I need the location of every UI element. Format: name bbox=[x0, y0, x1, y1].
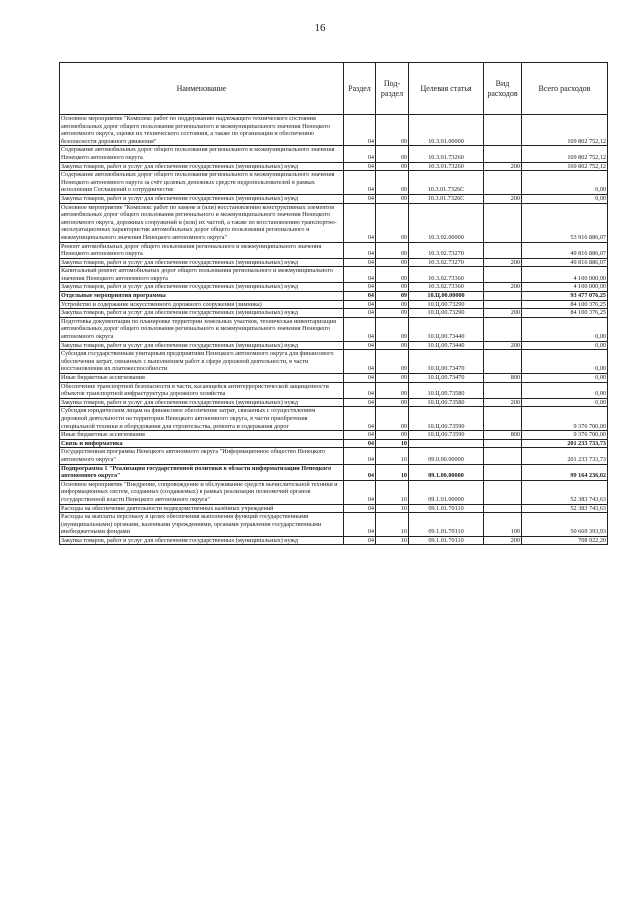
cell-total: 9 376 700,00 bbox=[522, 431, 608, 440]
cell-subsection: 09 bbox=[376, 242, 409, 258]
cell-name: Закупка товаров, работ и услуг для обеспечения государственных (муниципальных) нужд bbox=[60, 398, 344, 407]
cell-total: 49 816 886,07 bbox=[522, 258, 608, 267]
cell-total: 0,00 bbox=[522, 374, 608, 383]
cell-kind bbox=[484, 115, 522, 146]
cell-name: Закупка товаров, работ и услуг для обеспечения государственных (муниципальных) нужд bbox=[60, 309, 344, 318]
cell-total: 49 816 886,07 bbox=[522, 242, 608, 258]
cell-name: Подготовка документации по планировке территории земельных участков, техническая инвентаризация автомобильных дорог общего пользования регионального и межмуниципального значения Ненецкого автономного округа bbox=[60, 317, 344, 341]
cell-kind bbox=[484, 203, 522, 242]
cell-target: 10.3.02.73270 bbox=[409, 258, 484, 267]
cell-target: 10.Ц.00.73580 bbox=[409, 382, 484, 398]
budget-table bbox=[59, 62, 608, 545]
cell-total: 169 802 752,12 bbox=[522, 162, 608, 171]
cell-target: 09.0.00.00000 bbox=[409, 448, 484, 464]
cell-total: 708 922,20 bbox=[522, 536, 608, 545]
cell-total: 93 477 076,25 bbox=[522, 292, 608, 301]
cell-section: 04 bbox=[344, 115, 376, 146]
cell-kind: 100 bbox=[484, 513, 522, 537]
table-row bbox=[60, 267, 608, 283]
table-row bbox=[60, 300, 608, 309]
cell-total: 169 802 752,12 bbox=[522, 146, 608, 162]
cell-target: 10.3.01.7326С bbox=[409, 194, 484, 203]
cell-name: Субсидия государственным унитарным предприятиям Ненецкого автономного округа для финансового обеспечения затрат, связанных с выполнением работ в сфере дорожной деятельности, в части восстановления их платежеспособности bbox=[60, 350, 344, 374]
table-row bbox=[60, 317, 608, 341]
cell-section: 04 bbox=[344, 300, 376, 309]
cell-target: 10.3.01.73260 bbox=[409, 146, 484, 162]
cell-name: Содержание автомобильных дорог общего пользования регионального и межмуниципального значения Ненецкого автономного округа bbox=[60, 146, 344, 162]
table-row bbox=[60, 431, 608, 440]
cell-total: 169 802 752,12 bbox=[522, 115, 608, 146]
cell-section: 04 bbox=[344, 504, 376, 513]
cell-target: 10.Ц.00.73590 bbox=[409, 431, 484, 440]
cell-kind bbox=[484, 267, 522, 283]
cell-total: 0,00 bbox=[522, 382, 608, 398]
cell-name: Расходы на выплаты персоналу в целях обеспечения выполнения функций государственными (муниципальными) органами, казенными учреждениями, органами управления государственными внебюджетными фондами bbox=[60, 513, 344, 537]
table-body bbox=[60, 115, 608, 545]
cell-target: 10.Ц.00.73440 bbox=[409, 341, 484, 350]
cell-subsection: 09 bbox=[376, 258, 409, 267]
cell-kind: 200 bbox=[484, 258, 522, 267]
cell-name: Отдельные мероприятия программы bbox=[60, 292, 344, 301]
table-row bbox=[60, 513, 608, 537]
cell-kind bbox=[484, 448, 522, 464]
cell-subsection: 10 bbox=[376, 448, 409, 464]
cell-kind: 200 bbox=[484, 536, 522, 545]
cell-target: 10.Ц.00.73470 bbox=[409, 350, 484, 374]
cell-total: 0,00 bbox=[522, 341, 608, 350]
cell-target: 10.Ц.00.73290 bbox=[409, 300, 484, 309]
cell-name: Закупка товаров, работ и услуг для обеспечения государственных (муниципальных) нужд bbox=[60, 536, 344, 545]
cell-kind bbox=[484, 350, 522, 374]
cell-kind bbox=[484, 292, 522, 301]
cell-target bbox=[409, 439, 484, 448]
cell-subsection: 10 bbox=[376, 464, 409, 480]
table-row bbox=[60, 341, 608, 350]
cell-subsection: 09 bbox=[376, 171, 409, 195]
cell-kind: 200 bbox=[484, 398, 522, 407]
cell-kind bbox=[484, 480, 522, 504]
cell-section: 04 bbox=[344, 398, 376, 407]
table-row bbox=[60, 480, 608, 504]
cell-kind: 800 bbox=[484, 374, 522, 383]
cell-name: Государственная программа Ненецкого автономного округа "Информационное общество Ненецкого автономного округа" bbox=[60, 448, 344, 464]
cell-section: 04 bbox=[344, 536, 376, 545]
cell-target: 10.3.02.73270 bbox=[409, 242, 484, 258]
cell-section: 04 bbox=[344, 283, 376, 292]
cell-kind: 200 bbox=[484, 162, 522, 171]
cell-section: 04 bbox=[344, 146, 376, 162]
cell-subsection: 10 bbox=[376, 536, 409, 545]
cell-target: 09.1.01.00000 bbox=[409, 480, 484, 504]
cell-subsection: 09 bbox=[376, 283, 409, 292]
cell-subsection: 09 bbox=[376, 115, 409, 146]
cell-section: 04 bbox=[344, 162, 376, 171]
table-row bbox=[60, 146, 608, 162]
cell-name: Закупка товаров, работ и услуг для обеспечения государственных (муниципальных) нужд bbox=[60, 194, 344, 203]
cell-target: 10.3.01.73260 bbox=[409, 162, 484, 171]
table-row bbox=[60, 115, 608, 146]
cell-target: 09.1.01.70110 bbox=[409, 504, 484, 513]
cell-name: Закупка товаров, работ и услуг для обеспечения государственных (муниципальных) нужд bbox=[60, 341, 344, 350]
cell-kind bbox=[484, 504, 522, 513]
cell-section: 04 bbox=[344, 431, 376, 440]
cell-total: 0,00 bbox=[522, 350, 608, 374]
cell-kind bbox=[484, 242, 522, 258]
cell-target: 10.Ц.00.73580 bbox=[409, 398, 484, 407]
cell-kind: 800 bbox=[484, 431, 522, 440]
cell-kind: 200 bbox=[484, 194, 522, 203]
cell-subsection: 10 bbox=[376, 504, 409, 513]
cell-name: Содержание автомобильных дорог общего пользования регионального и межмуниципального значения Ненецкого автономного округа за счёт целевых денежных средств недропользователей в рамках исполнения Соглашений о сотрудничестве bbox=[60, 171, 344, 195]
cell-kind bbox=[484, 407, 522, 431]
cell-subsection: 09 bbox=[376, 194, 409, 203]
cell-target: 10.3.01.00000 bbox=[409, 115, 484, 146]
cell-subsection: 09 bbox=[376, 382, 409, 398]
cell-subsection: 09 bbox=[376, 146, 409, 162]
cell-target: 10.3.02.00000 bbox=[409, 203, 484, 242]
table-row bbox=[60, 536, 608, 545]
cell-name: Основное мероприятие "Комплекс работ по замене и (или) восстановлению конструктивных элементов автомобильных дорог общего пользования регионального и межмуниципального значения Ненецкого автономного округа, дорожных сооружений и (или) их частей, а также по восстановлению транспортно-эксплуатационных характеристик автомобильных дорог общего пользования регионального и межмуниципального значения Ненецкого автономного округа" bbox=[60, 203, 344, 242]
table-row bbox=[60, 258, 608, 267]
cell-kind bbox=[484, 300, 522, 309]
cell-target: 10.3.02.73360 bbox=[409, 283, 484, 292]
table-row bbox=[60, 398, 608, 407]
table-row bbox=[60, 448, 608, 464]
cell-subsection: 10 bbox=[376, 439, 409, 448]
cell-subsection: 09 bbox=[376, 203, 409, 242]
cell-total: 9 376 700,00 bbox=[522, 407, 608, 431]
cell-kind: 200 bbox=[484, 283, 522, 292]
cell-name: Связь и информатика bbox=[60, 439, 344, 448]
table-row bbox=[60, 194, 608, 203]
cell-section: 04 bbox=[344, 203, 376, 242]
cell-total: 0,00 bbox=[522, 171, 608, 195]
cell-subsection: 10 bbox=[376, 513, 409, 537]
cell-subsection: 09 bbox=[376, 267, 409, 283]
cell-subsection: 09 bbox=[376, 317, 409, 341]
table-row bbox=[60, 309, 608, 318]
table-row bbox=[60, 350, 608, 374]
cell-section: 04 bbox=[344, 513, 376, 537]
table-row bbox=[60, 464, 608, 480]
cell-section: 04 bbox=[344, 267, 376, 283]
cell-section: 04 bbox=[344, 341, 376, 350]
cell-subsection: 09 bbox=[376, 292, 409, 301]
cell-name: Ремонт автомобильных дорог общего пользования регионального и межмуниципального значения Ненецкого автономного округа bbox=[60, 242, 344, 258]
header-total: Всего расходов bbox=[522, 63, 608, 115]
cell-total: 4 100 000,00 bbox=[522, 267, 608, 283]
cell-total: 52 383 743,63 bbox=[522, 480, 608, 504]
cell-total: 0,00 bbox=[522, 194, 608, 203]
cell-total: 201 233 733,73 bbox=[522, 439, 608, 448]
cell-name: Обеспечение транспортной безопасности в части, касающейся антитеррористической защищенности объектов транспортной инфраструктуры дорожного хозяйства bbox=[60, 382, 344, 398]
cell-total: 0,00 bbox=[522, 398, 608, 407]
cell-target: 09.1.00.00000 bbox=[409, 464, 484, 480]
cell-subsection: 10 bbox=[376, 480, 409, 504]
table-row bbox=[60, 292, 608, 301]
cell-subsection: 09 bbox=[376, 431, 409, 440]
cell-kind bbox=[484, 439, 522, 448]
cell-section: 04 bbox=[344, 374, 376, 383]
header-section: Раздел bbox=[344, 63, 376, 115]
cell-name: Основное мероприятие "Комплекс работ по поддержанию надлежащего технического состояния автомобильных дорог общего пользования регионального и межмуниципального значения Ненецкого автономного округа, оценке их технического состояния, а также по организации и обеспечению безопасности дорожного движения" bbox=[60, 115, 344, 146]
cell-section: 04 bbox=[344, 382, 376, 398]
cell-total: 53 916 886,07 bbox=[522, 203, 608, 242]
table-row bbox=[60, 242, 608, 258]
cell-target: 09.1.01.70110 bbox=[409, 536, 484, 545]
cell-subsection: 09 bbox=[376, 309, 409, 318]
cell-total: 52 383 743,63 bbox=[522, 504, 608, 513]
cell-name: Устройство и содержание искусственного дорожного сооружения (зимника) bbox=[60, 300, 344, 309]
cell-section: 04 bbox=[344, 439, 376, 448]
cell-target: 10.Ц.00.73290 bbox=[409, 309, 484, 318]
table-row bbox=[60, 439, 608, 448]
header-target: Целевая статья bbox=[409, 63, 484, 115]
cell-section: 04 bbox=[344, 309, 376, 318]
cell-total: 0,00 bbox=[522, 317, 608, 341]
cell-section: 04 bbox=[344, 448, 376, 464]
table-row bbox=[60, 374, 608, 383]
cell-total: 84 100 376,25 bbox=[522, 309, 608, 318]
header-name: Наименование bbox=[60, 63, 344, 115]
cell-subsection: 09 bbox=[376, 162, 409, 171]
cell-section: 04 bbox=[344, 292, 376, 301]
table-header-row bbox=[60, 63, 608, 115]
table-row bbox=[60, 407, 608, 431]
cell-target: 09.1.01.70110 bbox=[409, 513, 484, 537]
cell-subsection: 09 bbox=[376, 350, 409, 374]
table-row bbox=[60, 382, 608, 398]
cell-section: 04 bbox=[344, 480, 376, 504]
cell-name: Субсидия юридическим лицам на финансовое обеспечение затрат, связанных с осуществлением дорожной деятельности на территории Ненецкого автономного округа, в части приобретения специальной техники и оборудования для строительства, ремонта и содержания дорог bbox=[60, 407, 344, 431]
cell-kind bbox=[484, 146, 522, 162]
cell-section: 04 bbox=[344, 242, 376, 258]
header-kind: Вид расходов bbox=[484, 63, 522, 115]
cell-name: Иные бюджетные ассигнования bbox=[60, 374, 344, 383]
cell-target: 10.3.01.7326С bbox=[409, 171, 484, 195]
cell-name: Иные бюджетные ассигнования bbox=[60, 431, 344, 440]
cell-total: 84 100 376,25 bbox=[522, 300, 608, 309]
page-number: 16 bbox=[314, 22, 326, 34]
cell-section: 04 bbox=[344, 350, 376, 374]
cell-target: 10.Ц.00.00000 bbox=[409, 292, 484, 301]
cell-subsection: 09 bbox=[376, 374, 409, 383]
cell-total: 4 100 000,00 bbox=[522, 283, 608, 292]
cell-name: Расходы на обеспечение деятельности подведомственных казённых учреждений bbox=[60, 504, 344, 513]
cell-section: 04 bbox=[344, 317, 376, 341]
cell-subsection: 09 bbox=[376, 341, 409, 350]
cell-target: 10.3.02.73360 bbox=[409, 267, 484, 283]
cell-target: 10.Ц.00.73590 bbox=[409, 407, 484, 431]
cell-kind bbox=[484, 382, 522, 398]
table-row bbox=[60, 171, 608, 195]
cell-section: 04 bbox=[344, 464, 376, 480]
cell-total: 99 164 236,02 bbox=[522, 464, 608, 480]
table-row bbox=[60, 203, 608, 242]
cell-section: 04 bbox=[344, 194, 376, 203]
cell-kind bbox=[484, 317, 522, 341]
cell-total: 201 233 733,73 bbox=[522, 448, 608, 464]
cell-subsection: 09 bbox=[376, 300, 409, 309]
cell-kind: 200 bbox=[484, 341, 522, 350]
cell-name: Закупка товаров, работ и услуг для обеспечения государственных (муниципальных) нужд bbox=[60, 258, 344, 267]
cell-kind: 200 bbox=[484, 309, 522, 318]
cell-name: Подпрограмма 1 "Реализация государственной политики в области информатизации Ненецкого автономного округа" bbox=[60, 464, 344, 480]
cell-name: Закупка товаров, работ и услуг для обеспечения государственных (муниципальных) нужд bbox=[60, 283, 344, 292]
cell-subsection: 09 bbox=[376, 407, 409, 431]
cell-kind bbox=[484, 171, 522, 195]
cell-total: 50 669 393,93 bbox=[522, 513, 608, 537]
cell-name: Основное мероприятие "Внедрение, сопровождение и обслуживание средств вычислительной техники и информационных систем, созданных (создаваемых) в рамках реализации полномочий органов государственной власти Ненецкого автономного округа" bbox=[60, 480, 344, 504]
cell-section: 04 bbox=[344, 171, 376, 195]
table-row bbox=[60, 162, 608, 171]
table-row bbox=[60, 283, 608, 292]
cell-target: 10.Ц.00.73470 bbox=[409, 374, 484, 383]
header-subsection: Под-раздел bbox=[376, 63, 409, 115]
cell-name: Капитальный ремонт автомобильных дорог общего пользования регионального и межмуниципального значения Ненецкого автономного округа bbox=[60, 267, 344, 283]
cell-section: 04 bbox=[344, 407, 376, 431]
cell-subsection: 09 bbox=[376, 398, 409, 407]
table-row bbox=[60, 504, 608, 513]
cell-name: Закупка товаров, работ и услуг для обеспечения государственных (муниципальных) нужд bbox=[60, 162, 344, 171]
cell-kind bbox=[484, 464, 522, 480]
cell-target: 10.Ц.00.73440 bbox=[409, 317, 484, 341]
cell-section: 04 bbox=[344, 258, 376, 267]
